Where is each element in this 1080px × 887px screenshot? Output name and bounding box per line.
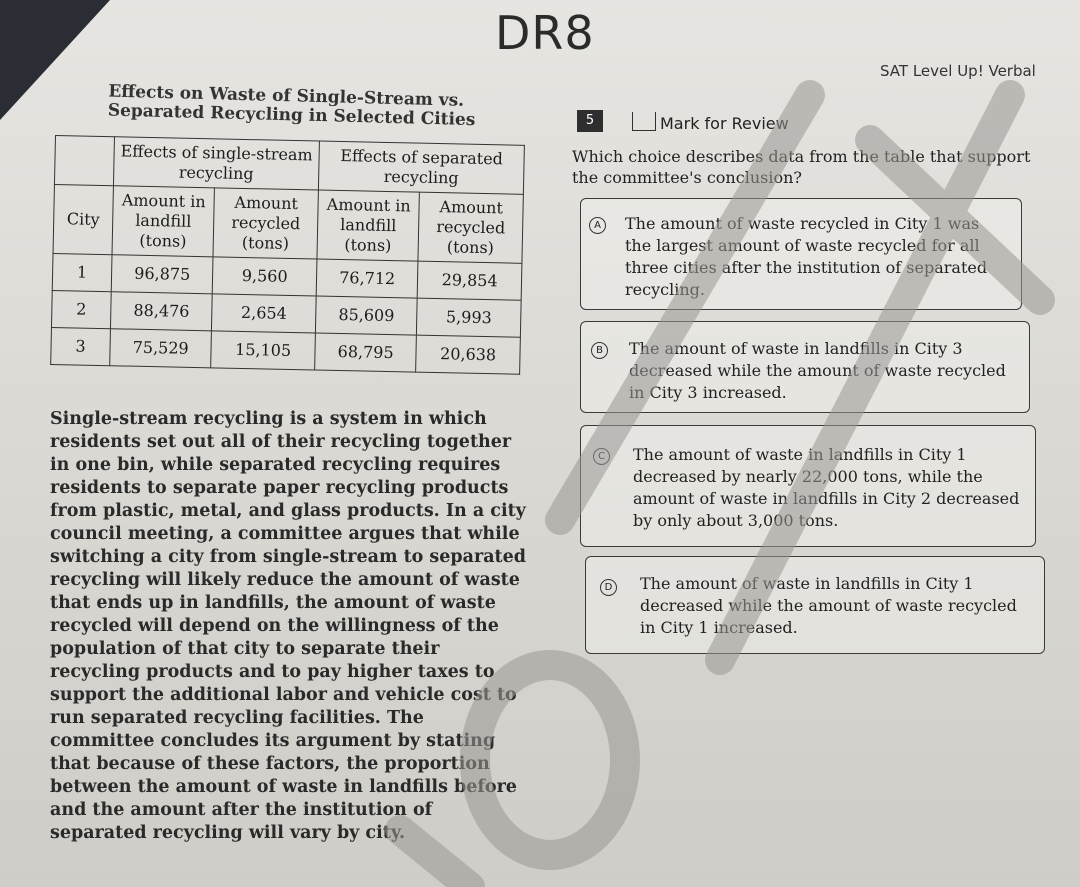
choice-c-text: The amount of waste in landfills in City 1 decreased by nearly 22,000 tons, while the amount of waste in landfills in City 2 decreased by only about 3,000 tons.	[633, 445, 1020, 530]
choice-b[interactable]	[580, 321, 1030, 413]
cell-single-landfill: 88,476	[110, 292, 212, 331]
bookmark-icon[interactable]	[632, 112, 656, 131]
cell-sep-recycled: 29,854	[417, 261, 522, 300]
passage-text: Single-stream recycling is a system in which residents set out all of their recycling together in one bin, while separated recycling requires residents to separate paper recycling products from plastic, metal, and glass products. In a city council meeting, a committee argues that while switching a city from single-stream to separated recycling will likely reduce the amount of waste that ends up in landfills, the amount of waste recycled will depend on the willingness of the population of that city to separate their recycling products and to pay higher taxes to support the additional labor and vehicle cost to run separated recycling facilities. The committee concludes its argument by stating that because of these factors, the proportion between the amount of waste in landfills before and the amount after the institution of separated recycling will vary by city.	[50, 409, 527, 843]
choice-letter-b: B	[591, 342, 608, 359]
cell-sep-landfill: 85,609	[315, 296, 417, 335]
cell-single-landfill: 75,529	[110, 329, 212, 368]
mark-for-review[interactable]: Mark for Review	[660, 114, 789, 133]
data-table	[50, 135, 525, 375]
cell-sep-landfill: 68,795	[315, 333, 417, 372]
page-title: DR8	[495, 6, 595, 60]
choice-letter-d: D	[600, 579, 617, 596]
choice-letter-c: C	[593, 448, 610, 465]
choice-d[interactable]	[585, 556, 1045, 654]
cell-single-landfill: 96,875	[111, 255, 213, 294]
cell-sep-landfill: 76,712	[316, 259, 418, 298]
choice-a-text: The amount of waste recycled in City 1 was the largest amount of waste recycled for all three cities after the institution of separated recycling.	[625, 214, 988, 299]
cell-single-recycled: 15,105	[211, 331, 315, 370]
header-single-stream: Effects of single-stream recycling	[113, 137, 319, 190]
cell-city: 1	[52, 253, 112, 291]
cell-single-recycled: 2,654	[212, 294, 316, 333]
header-sep-recycled: Amount recycled (tons)	[418, 192, 523, 263]
cell-sep-recycled: 20,638	[416, 335, 521, 374]
choice-a[interactable]	[580, 198, 1022, 310]
header-single-landfill: Amount in landfill (tons)	[112, 186, 215, 257]
cell-city: 2	[51, 290, 111, 328]
header-separated: Effects of separated recycling	[318, 141, 524, 194]
header-blank	[54, 136, 114, 186]
question-prompt: Which choice describes data from the table that support the committee's conclusion?	[572, 147, 1031, 187]
choice-b-text: The amount of waste in landfills in City 3 decreased while the amount of waste recycled in City 3 increased.	[629, 339, 1006, 402]
book-subtitle: SAT Level Up! Verbal	[880, 62, 1036, 80]
choice-letter-a: A	[589, 217, 606, 234]
cell-single-recycled: 9,560	[212, 257, 316, 296]
header-sep-landfill: Amount in landfill (tons)	[317, 190, 420, 261]
table-caption: Effects on Waste of Single-Stream vs. Separated Recycling in Selected Cities	[107, 81, 476, 131]
page-corner-shadow	[0, 0, 110, 120]
choice-c[interactable]	[580, 425, 1036, 547]
question-number: 5	[577, 110, 603, 132]
header-single-recycled: Amount recycled (tons)	[213, 188, 318, 259]
choice-d-text: The amount of waste in landfills in City 1 decreased while the amount of waste recycled in City 1 increased.	[640, 574, 1017, 637]
cell-sep-recycled: 5,993	[417, 298, 522, 337]
header-city: City	[53, 184, 113, 254]
cell-city: 3	[51, 327, 111, 365]
